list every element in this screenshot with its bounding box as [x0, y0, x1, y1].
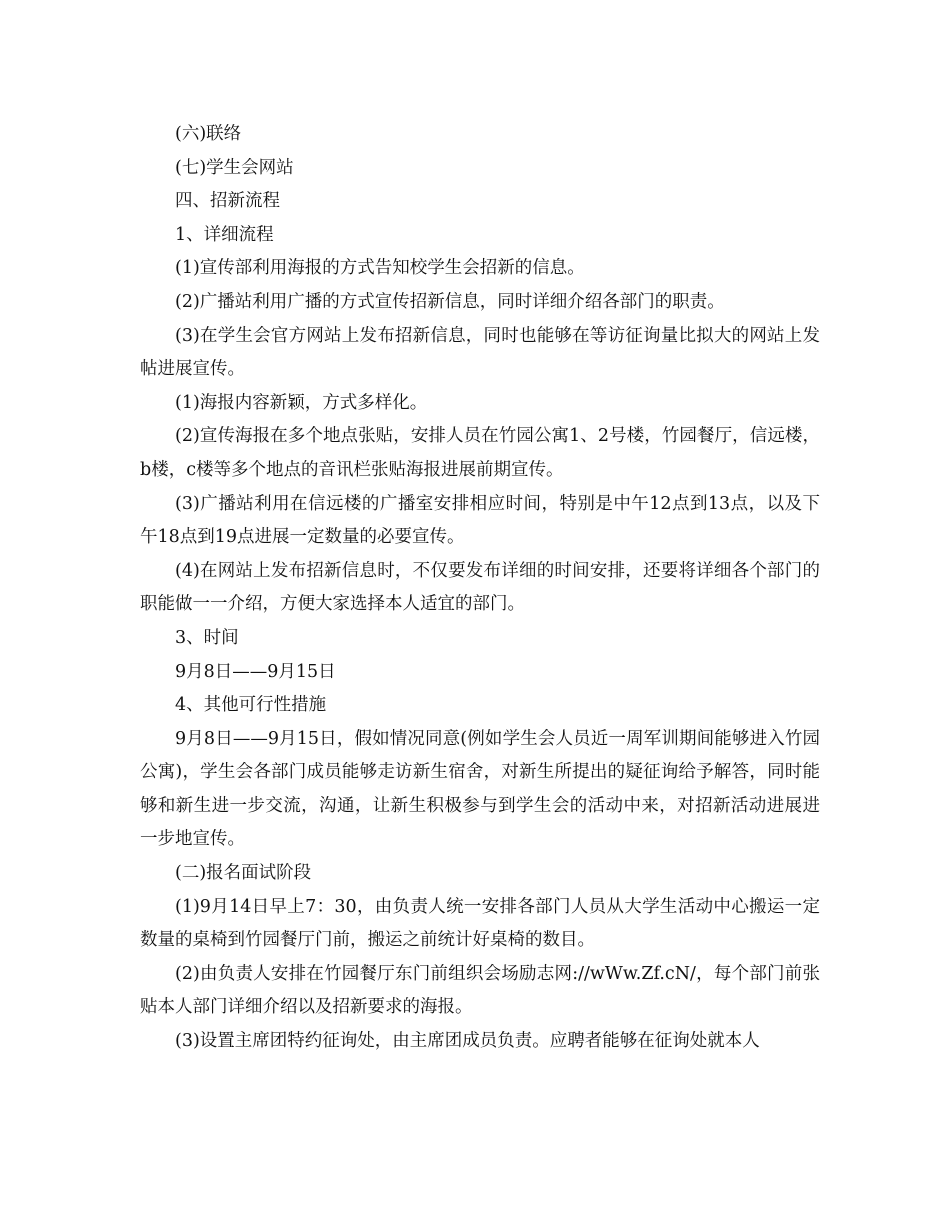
- paragraph-item: (3)设置主席团特约征询处，由主席团成员负责。应聘者能够在征询处就本人: [175, 1031, 760, 1052]
- paragraph-item: (3)在学生会官方网站上发布招新信息，同时也能够在等访征询量比拟大的网站上发帖进展宣传。: [140, 325, 820, 380]
- paragraph-item: (3)广播站利用在信远楼的广播室安排相应时间，特别是中午12点到13点，以及下午18点到19点进展一定数量的必要宣传。: [140, 493, 820, 548]
- subheading-other-measures: 4、其他可行性措施: [175, 695, 327, 716]
- paragraph-date-range: 9月8日——9月15日: [175, 661, 336, 682]
- paragraph-item: (2)宣传海报在多个地点张贴，安排人员在竹园公寓1、2号楼，竹园餐厅，信远楼，b楼，c楼等多个地点的音讯栏张贴海报进展前期宣传。: [140, 426, 820, 480]
- paragraph-contact: (六)联络: [175, 124, 242, 144]
- paragraph-measures: 9月8日——9月15日，假如情况同意(例如学生会人员近一周军训期间能够进入竹园公寓)，学生会各部门成员能够走访新生宿舍，对新生所提出的疑征询给予解答，同时能够和新生进一步交流，沟通，让新生积极参与到学生会的活动中来，对招新活动进展进一步地宣传。: [140, 728, 820, 850]
- subheading-time: 3、时间: [175, 627, 239, 648]
- paragraph-item: (1)海报内容新颖，方式多样化。: [175, 392, 428, 413]
- paragraph-item: (1)9月14日早上7：30，由负责人统一安排各部门人员从大学生活动中心搬运一定数量的桌椅到竹园餐厅门前，搬运之前统计好桌椅的数目。: [140, 896, 820, 951]
- paragraph-website: (七)学生会网站: [175, 157, 294, 178]
- paragraph-item: (4)在网站上发布招新信息时，不仅要发布详细的时间安排，还要将详细各个部门的职能做一一介绍，方便大家选择本人适宜的部门。: [140, 560, 820, 615]
- subheading-detailed-process: 1、详细流程: [175, 224, 274, 245]
- paragraph-item: (2)由负责人安排在竹园餐厅东门前组织会场励志网://wWw.Zf.cN/，每个部门前张贴本人部门详细介绍以及招新要求的海报。: [140, 963, 820, 1018]
- paragraph-item: (2)广播站利用广播的方式宣传招新信息，同时详细介绍各部门的职责。: [175, 291, 725, 312]
- document-body: [140, 118, 820, 1059]
- subheading-interview-stage: (二)报名面试阶段: [175, 863, 312, 884]
- paragraph-item: (1)宣传部利用海报的方式告知校学生会招新的信息。: [175, 258, 585, 279]
- section-heading-recruitment-process: 四、招新流程: [175, 191, 280, 212]
